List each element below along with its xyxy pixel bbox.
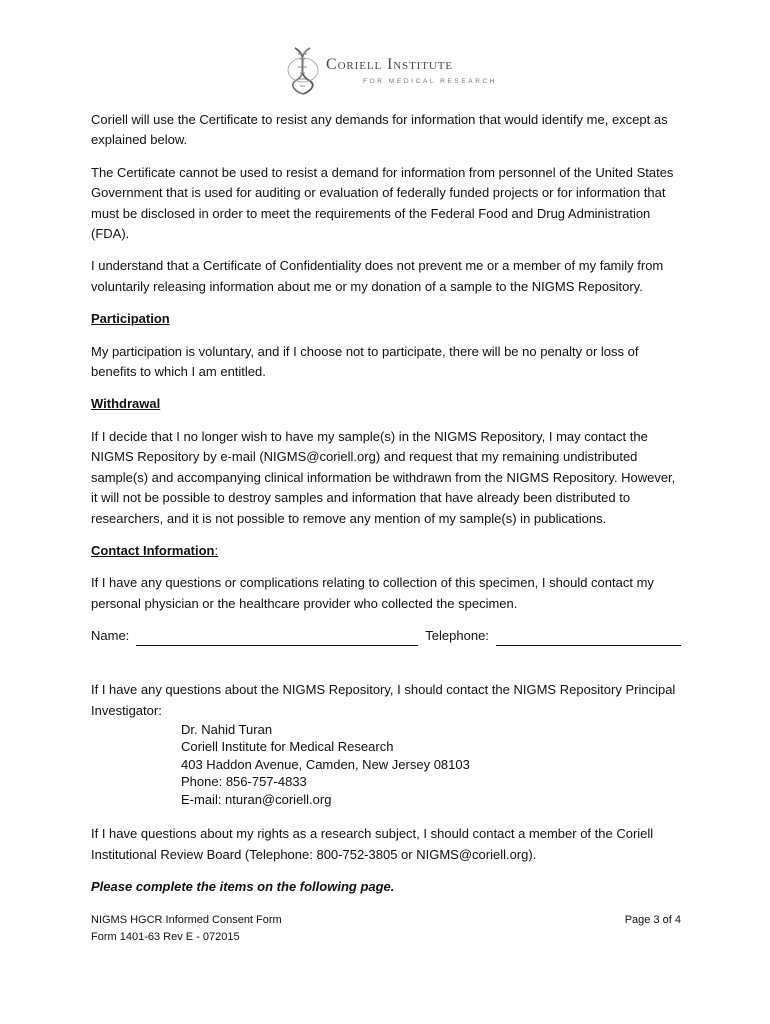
page-number: Page 3 of 4 xyxy=(624,914,681,926)
logo-subtitle: FOR MEDICAL RESEARCH xyxy=(363,78,498,85)
contact-heading xyxy=(91,541,683,561)
coriell-logo xyxy=(286,44,496,102)
investigator-email: E-mail: nturan@coriell.org xyxy=(181,791,332,807)
name-label: Name: xyxy=(91,627,130,643)
complete-items-note: Please complete the items on the following page. xyxy=(91,879,395,895)
telephone-field[interactable] xyxy=(496,631,681,646)
withdrawal-heading: Withdrawal xyxy=(91,396,161,412)
footer-form-title: NIGMS HGCR Informed Consent Form xyxy=(91,914,282,926)
logo-name: Coriell Institute xyxy=(326,56,453,73)
investigator-street-address: 403 Haddon Avenue, Camden, New Jersey 08103 xyxy=(181,756,470,772)
contact-text: If I have any questions or complications relating to collection of this specimen, I should contact my personal physician or the healthcare provider who collected the specimen. xyxy=(91,575,654,611)
dna-helix-icon xyxy=(286,46,320,96)
telephone-label: Telephone: xyxy=(425,627,489,643)
footer-form-number: Form 1401-63 Rev E - 072015 xyxy=(91,931,240,943)
rights-paragraph: If I have questions about my rights as a research subject, I should contact a member of the Coriell Institutional Review Board (Telephone: 800-752-3805 or NIGMS@coriell.org). xyxy=(91,826,654,862)
investigator-intro: If I have any questions about the NIGMS Repository, I should contact the NIGMS Repository Principal Investigator: xyxy=(91,682,676,718)
investigator-address-block xyxy=(181,721,683,809)
investigator-name: Dr. Nahid Turan xyxy=(181,721,273,737)
certificate-use-paragraph: Coriell will use the Certificate to resist any demands for information that would identify me, except as explained below. xyxy=(91,112,668,148)
name-field[interactable] xyxy=(136,631,418,646)
contact-heading-colon: : xyxy=(214,542,219,558)
investigator-phone: Phone: 856-757-4833 xyxy=(181,774,307,790)
document-body xyxy=(91,110,683,910)
participation-text: My participation is voluntary, and if I choose not to participate, there will be no penalty or loss of benefits to which I am entitled. xyxy=(91,343,639,380)
certificate-limit-paragraph: The Certificate cannot be used to resist a demand for information from personnel of the United States Government that is used for auditing or evaluation of federally funded projects or for information that must be disclosed in order to meet the requirements of the Federal Food and Drug Administration (FDA). xyxy=(91,164,674,242)
contact-heading-label: Contact Information xyxy=(91,542,215,558)
participation-heading: Participation xyxy=(91,311,170,327)
page-footer xyxy=(91,912,681,946)
certificate-family-paragraph: I understand that a Certificate of Confidentiality does not prevent me or a member of my family from voluntarily releasing information about me or my donation of a sample to the NIGMS Repository. xyxy=(91,258,664,294)
investigator-organization: Coriell Institute for Medical Research xyxy=(181,739,394,755)
contact-signature-row xyxy=(91,626,683,646)
withdrawal-text: If I decide that I no longer wish to have my sample(s) in the NIGMS Repository, I may contact the NIGMS Repository by e-mail (NIGMS@coriell.org) and request that my remaining undistributed sample(s) and accompanying clinical information be withdrawn from the NIGMS Repository. However, it will not be possible to destroy samples and information that have already been distributed to researchers, and it is not possible to remove any mention of my sample(s) in publications. xyxy=(91,428,676,526)
